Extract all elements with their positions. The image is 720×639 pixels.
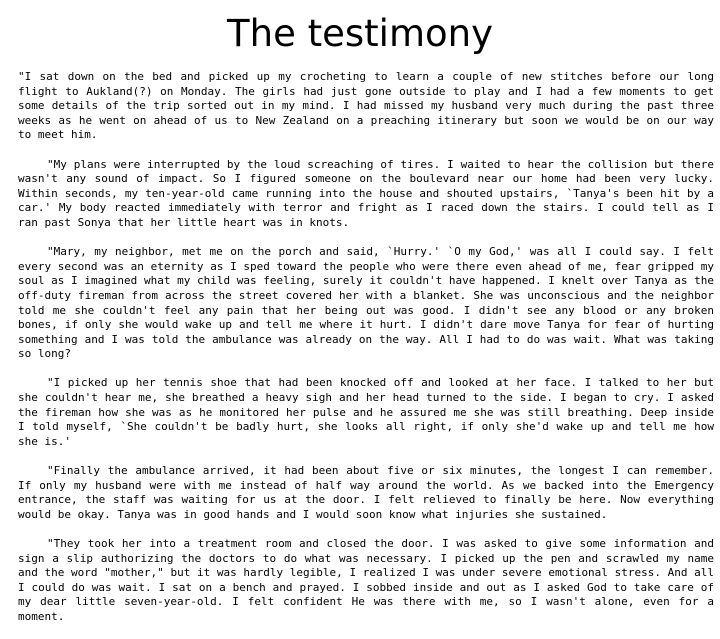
paragraph-5: "Finally the ambulance arrived, it had been about five or six minutes, the longest I can remember. If only my husband were with me instead of half way around the world. As we backed into the Emergency entrance, the staff was waiting for us at the door. I felt relieved to finally be here. Now everything would be okay. Tanya was in good hands and I would soon know what injuries she sustained. [18,464,714,521]
paragraph-2: "My plans were interrupted by the loud screaching of tires. I waited to hear the collision but there wasn't any sound of impact. So I figured someone on the boulevard near our home had been very lucky. Within seconds, my ten-year-old came running into the house and shouted upstairs, `Tanya's been hit by a car.' My body reacted immediately with terror and fright as I raced down the stairs. I could tell as I ran past Sonya that her little heart was in knots. [18,157,714,229]
paragraph-4: "I picked up her tennis shoe that had been knocked off and looked at her face. I talked to her but she couldn't hear me, she breathed a heavy sigh and her head turned to the side. I began to cry. I asked the fireman how she was as he monitored her pulse and he assured me she was still breathing. Deep inside I told myself, `She couldn't be badly hurt, she looks all right, if only she'd wake up and tell me how she is.' [18,376,714,448]
testimony-body [18,70,714,639]
paragraph-1: "I sat down on the bed and picked up my crocheting to learn a couple of new stitches before our long flight to Aukland(?) on Monday. The girls had just gone outside to play and I had a few moments to get some details of the trip sorted out in my mind. I had missed my husband very much during the past three weeks as he went on ahead of us to New Zealand on a preaching itinerary but soon we would be on our way to meet him. [18,70,714,142]
paragraph-6: "They took her into a treatment room and closed the door. I was asked to give some information and sign a slip authorizing the doctors to do what was necessary. I picked up the pen and scrawled my name and the word "mother," but it was hardly legible, I realized I was under severe emotional stress. And all I could do was wait. I sat on a bench and prayed. I sobbed inside and out as I asked God to take care of my dear little seven-year-old. I felt confident He was there with me, so I wasn't alone, even for a moment. [18,537,714,623]
paragraph-3: "Mary, my neighbor, met me on the porch and said, `Hurry.' `O my God,' was all I could say. I felt every second was an eternity as I sped toward the people who were there even ahead of me, fear gripped my soul as I imagined what my child was feeling, surely it couldn't have happened. I knelt over Tanya as the off-duty fireman from across the street covered her with a blanket. She was unconscious and the neighbor told me she couldn't feel any pain that her being out was good. I didn't see any blood or any broken bones, if only she would wake up and tell me where it hurt. I didn't dare move Tanya for fear of hurting something and I was told the ambulance was already on the way. All I had to do was wait. What was taking so long? [18,245,714,361]
page-title: The testimony [227,12,493,55]
